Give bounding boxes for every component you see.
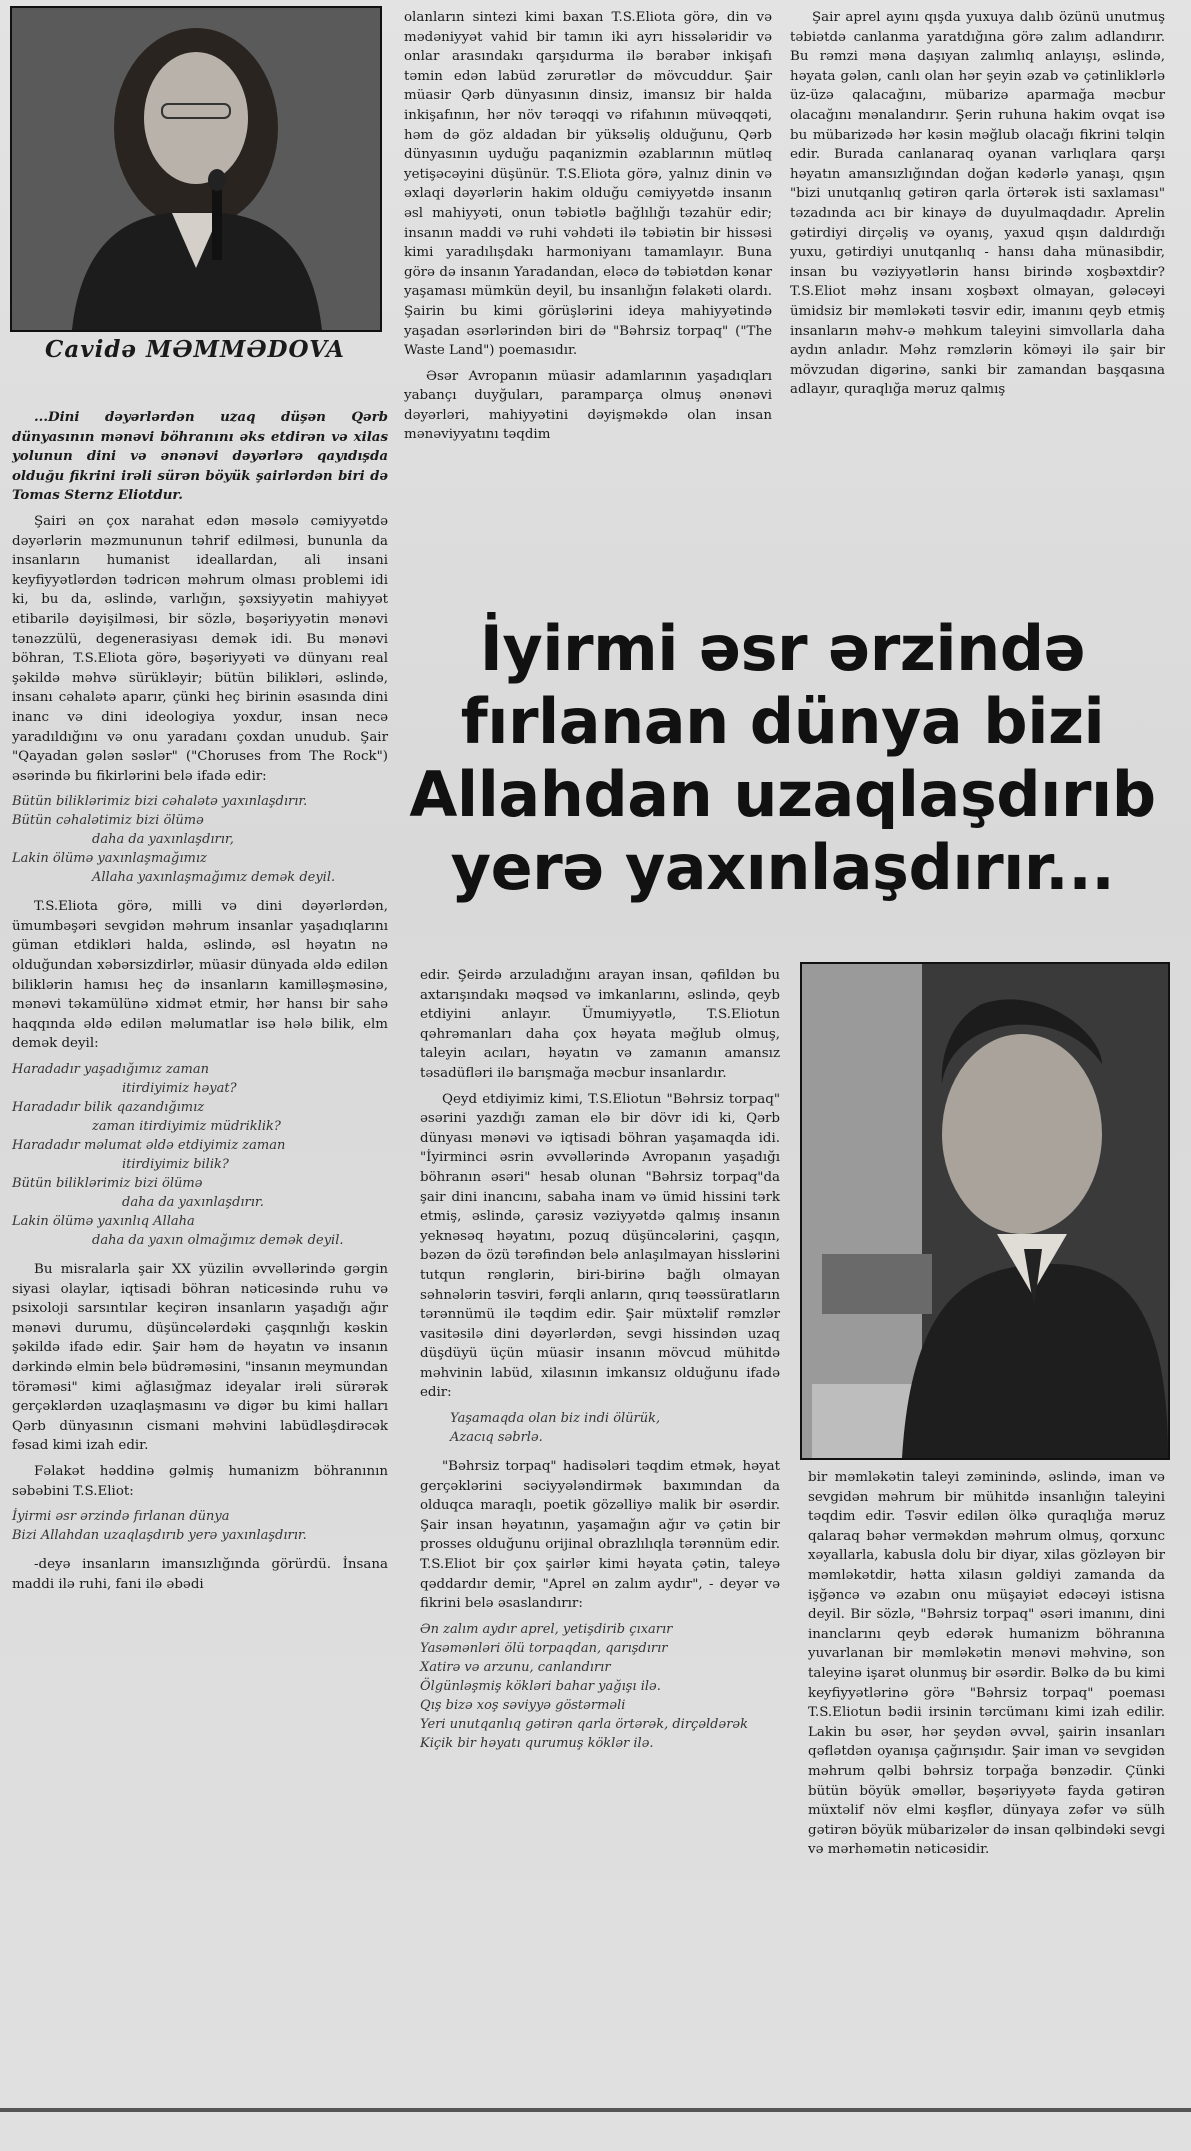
poem-line: Yeri unutqanlıq gətirən qarla örtərək, dirçəldərək xyxy=(420,1716,748,1732)
poem-line: Lakin ölümə yaxınlaşmağımız xyxy=(12,851,207,867)
paragraph: "Bəhrsiz torpaq" hadisələri təqdim etmək, həyat gerçəklərini səciyyələndirmək baxımından da olduqca maraqlı, poetik gözəlliyə malik bir əsərdir. Şair insan həyatının, yaşamağın ağır və çətin bir prosses olduğunu orijinal obrazlılıqla tərənnüm edir. T.S.Eliot bir çox şairlər kimi həyata çətin, taleyə qəddardır demir, "Aprel ən zalım aydır", - deyər və fikrini belə əsaslandırır: xyxy=(420,1459,780,1612)
poem-line: zaman itirdiyimiz müdriklik? xyxy=(92,1119,281,1135)
poem-line: Haradadır məlumat əldə etdiyimiz zaman xyxy=(12,1138,286,1154)
column-1 xyxy=(12,408,388,1600)
poem-line: İyirmi əsr ərzində fırlanan dünya xyxy=(12,1509,230,1525)
poem-line: Bütün biliklərimiz bizi ölümə xyxy=(12,1176,203,1192)
poem-line: Yasəmənləri ölü torpaqdan, qarışdırır xyxy=(420,1640,668,1656)
headline-line: yerə yaxınlaşdırır... xyxy=(450,831,1115,904)
poem-line: daha da yaxınlaşdırır. xyxy=(122,1195,264,1211)
paragraph: Fəlakət həddinə gəlmiş humanizm böhranının səbəbini T.S.Eliot: xyxy=(12,1463,388,1499)
poem-line: Lakin ölümə yaxınlıq Allaha xyxy=(12,1214,195,1230)
paragraph: Şairi ən çox narahat edən məsələ cəmiyyətdə dəyərlərin məzmununun təhrif edilməsi, bununla da insanların humanist ideallardan, ali insani keyfiyyətlərdən tədricən məhrum olması problemi idi ki, bu da, əslində, varlığın, şəxsiyyətin mahiyyət etibarilə dəyişilməsi, bir sözlə, bəşəriyyətin mənəvi tənəzzülü, degenerasiyası demək idi. Bu mənəvi böhran, T.S.Eliota görə, bəşəriyyəti və dünyanı real şəkildə məhvə sürükləyir; bütün bilikləri, əslində, insanı cəhalətə aparır, çünki heç birinin əsasında dini inanc və dini ideologiya yoxdur, insan necə yaradıldığını və onu yaradanı çoxdan unudub. Şair "Qayadan gələn səslər" ("Choruses from The Rock") əsərində bu fikirlərini belə ifadə edir: xyxy=(12,513,388,784)
poem-line: Yaşamaqda olan biz indi ölürük, xyxy=(450,1411,661,1427)
poem-line: Haradadır bilik qazandığımız xyxy=(12,1100,205,1116)
intro-paragraph: ...Dini dəyərlərdən uzaq düşən Qərb dünyasının mənəvi böhranını əks etdirən və xilas yolunun dini və ənənəvi dəyərlərə qayıdışda olduğu fikrini irəli sürən böyük şairlərdən biri də Tomas Sternz Eliotdur. xyxy=(12,409,388,504)
poem-line: daha da yaxınlaşdırır, xyxy=(92,832,234,848)
author-name: Cavidə MƏMMƏDOVA xyxy=(45,336,345,363)
paragraph: bir məmləkətin taleyi zəminində, əslində, iman və sevgidən məhrum bir mühitdə insanlığın taleyini təqdim edir. Təsvir edilən ölkə quraqlığa məruz qalaraq bəhər verməkdən məhrum olmuş, qorxunc xəyallarla, kabusla dolu bir diyar, xilas gözləyən bir məmləkətdir, hətta xilasın gəldiyi zamanda da işğəncə və əzabın onu müşayiət edəcəyi istisna deyil. Bir sözlə, "Bəhrsiz torpaq" əsəri imanını, dini inanclarını qeyb edərək humanizm böhranına yuvarlanan bir məmləkətin mənəvi məhvinə, son taleyinə işarət olunmuş bir əsərdir. Bəlkə də bu kimi keyfiyyətlərinə görə "Bəhrsiz torpaq" poeması T.S.Eliotun bədii irsinin tərcümanı kimi izah edilir. Lakin bu əsər, hər şeydən əvvəl, şairin insanları qəflətdən oyanışa çağırışıdır. Şair iman və sevgidən məhrum qəlbi bəhrsiz torpağa bənzədir. Çünki bütün böyük əməllər, bəşəriyyətə fayda gətirən müxtəlif növ elmi kəşflər, dünyaya zəfər və sülh gətirən böyük mübarizələr də insan qəlbindəki sevgi və mərhəmətin nəticəsidir. xyxy=(808,1470,1165,1858)
poem-line: itirdiyimiz bilik? xyxy=(122,1157,229,1173)
poem-quote xyxy=(12,792,388,887)
headline-line: fırlanan dünya bizi xyxy=(460,685,1105,758)
paragraph: Əsər Avropanın müasir adamlarının yaşadıqları yabançı duyğuları, paramparça olmuş ənənəvi dəyərləri, mahiyyətini dəyişməkdə olan insan mənəviyyatını təqdim xyxy=(404,368,772,443)
paragraph: Bu misralarla şair XX yüzilin əvvəllərində gərgin siyasi olaylar, iqtisadi böhran nəticəsində ruhu və psixoloji sarsıntılar keçirən insanların yaşadığı ağır mənəvi durumu, düşüncələrdəki çaşqınlığı kəskin şəkildə ifadə edir. Şair həm də həyatın və insanın dərkində elmin belə büdrəməsini, "insanın meymundan törəməsi" kimi ağlasığmaz ideyalar irəli sürərək gerçəklərdən uzaqlaşmasını və digər bu kimi halları Qərb dünyasının cismani məhvini labüdləşdirəcək fəsad kimi izah edir. xyxy=(12,1262,389,1454)
poem-quote xyxy=(420,1409,780,1447)
eliot-portrait-image xyxy=(802,964,1168,1458)
headline-line: Allahdan uzaqlaşdırıb xyxy=(409,758,1156,831)
paragraph: T.S.Eliota görə, milli və dini dəyərlərdən, ümumbəşəri sevgidən məhrum insanlar yaşadıqlarını güman etdikləri halda, əslində, əsl həyatın nə olduğundan xəbərsizdirlər, müasir dünyada əldə edilən biliklərin hamısı heç də insanların kamilləşməsinə, mənəvi təkamülünə xidmət etmir, hər hansı bir sahə haqqında əldə edilən məlumatlar isə hələ bilik, elm demək deyil: xyxy=(12,899,388,1052)
poem-line: Bizi Allahdan uzaqlaşdırıb yerə yaxınlaşdırır. xyxy=(12,1528,307,1544)
poem-line: Kiçik bir həyatı qurumuş köklər ilə. xyxy=(420,1735,654,1751)
paragraph: olanların sintezi kimi baxan T.S.Eliota görə, din və mədəniyyət vahid bir tamın iki ayrı hissələridir və onlar arasındakı qarşıdurma ilə bərabər inkişafı təmin edən labüd zərurətlər də mövcuddur. Şair müasir Qərb dünyasının dinsiz, imansız bir halda inkişafının, hər növ tərəqqi və rifahının müvəqqəti, həm də göz aldadan bir yüksəliş olduğunu, Qərb dünyasının uyduğu paqanizmin əzablarının mütləq yetişəcəyini düşünür. T.S.Eliota görə, yalnız dinin və əxlaqi dəyərlərin hakim olduğu cəmiyyətdə insanın əsl mahiyyəti, onun təbiətlə bağlılığı təzahür edir; insanın maddi və ruhi vəhdəti ilə təbiətin bir hissəsi kimi yaradılışdakı harmoniyanı tamamlayır. Buna görə də insanın Yaradandan, eləcə də təbiətdən kənar yaşaması mümkün deyil, bu insanlığın fəlakəti olardı. Şairin bu kimi görüşlərini ideya mahiyyətində yaşadan əsərlərindən biri də "Bəhrsiz torpaq" ("The Waste Land") poemasıdır. xyxy=(404,10,772,359)
poem-line: Allaha yaxınlaşmağımız demək deyil. xyxy=(92,870,336,886)
column-4 xyxy=(420,966,780,1763)
paragraph: -deyə insanların imansızlığında görürdü. İnsana maddi ilə ruhi, fani ilə əbədi xyxy=(12,1557,388,1592)
poem-line: Ölgünləşmiş kökləri bahar yağışı ilə. xyxy=(420,1678,661,1694)
headline xyxy=(400,612,1165,904)
paragraph: Şair aprel ayını qışda yuxuya dalıb özünü unutmuş təbiətdə canlanma yaratdığına görə zalım adlandırır. Bu rəmzi məna daşıyan zalımlıq anlayışı, əslində, həyata gələn, canlı olan hər şeyin əzab və çətinliklərlə üz-üzə qalacağını, mübarizə aparmağa məcbur olacağını mənalandırır. Şerin ruhuna hakim ovqat isə bu mübarizədə hər kəsin məğlub olacağı fikrini təlqin edir. Burada canlanaraq oyanan varlıqlara qarşı həyatın amansızlığından doğan kədərlə yanaşı, qışın "bizi unutqanlıq gətirən qarla örtərək isti saxlaması" təzadında acı bir kinayə də duyulmaqdadır. Aprelin gətirdiyi dirçəliş və oyanış, yaxud qışın daldırdığı yuxu, gətirdiyi unutqanlıq - hansı daha münasibdir, insan bu vəziyyətlərin hansı birində xoşbəxtdir? T.S.Eliot məhz insanı xoşbəxt olmayan, gələcəyi ümidsiz bir məmləkəti təsvir edir, imanını qeyb etmiş insanların məhv-ə məhkum taleyini simvollarla daha aydın anladır. Məhz rəmzlərin köməyi ilə şair bir mövzudan digərinə, sanki bir zamandan başqasına adlayır, quraqlığa məruz qalmış xyxy=(790,10,1165,398)
poem-line: itirdiyimiz həyat? xyxy=(122,1081,237,1097)
poem-quote xyxy=(12,1507,388,1545)
author-photo xyxy=(10,6,382,332)
poem-line: Azacıq səbrlə. xyxy=(450,1430,543,1446)
poem-line: Ən zalım aydır aprel, yetişdirib çıxarır xyxy=(420,1621,673,1637)
poem-quote xyxy=(12,1060,388,1250)
poem-quote xyxy=(420,1620,780,1753)
bottom-rule xyxy=(0,2108,1191,2112)
paragraph: edir. Şeirdə arzuladığını arayan insan, qəfildən bu axtarışındakı məqsəd və imkanlarını, əslində, qeyb etdiyini anlayır. Ümumiyyətlə, T.S.Eliotun qəhrəmanları daha çox həyata məğlub olmuş, taleyin acıları, həyatın və zamanın amansız təsadüfləri ilə barışmağa məcbur insanlardır. xyxy=(420,968,780,1081)
poem-line: Bütün cəhalətimiz bizi ölümə xyxy=(12,813,204,829)
column-5 xyxy=(808,1468,1165,1866)
eliot-photo xyxy=(800,962,1170,1460)
author-portrait-image xyxy=(12,8,380,330)
poem-line: daha da yaxın olmağımız demək deyil. xyxy=(92,1233,344,1249)
column-3 xyxy=(790,8,1165,406)
paragraph: Qeyd etdiyimiz kimi, T.S.Eliotun "Bəhrsiz torpaq" əsərini yazdığı zaman elə bir dövr idi ki, Qərb dünyası mənəvi və iqtisadi böhran yaşamaqda idi. "İyirminci əsrin əvvəllərində Avropanın yaşadığı böhranın əsəri" hesab olunan "Bəhrsiz torpaq"da şair dini inancını, sabaha inam və ümid hissini tərk etmiş, əslində, çarəsiz vəziyyətdə qalmış insanın yeknəsəq həyatını, pozuq düşüncələrini, çaşqın, bəzən də özü tərəfindən belə anlaşılmayan hisslərini tutqun rənglərin, biri-birinə bağlı olmayan səhnələrin təsviri, fərqli anların, qırıq təəssüratların tərənnümü ilə təqdim edir. Şair müxtəlif rəmzlər vasitəsilə dini dəyərlərdən, sevgi hissindən uzaq düşdüyü üçün müasir insanın mövcud mühitdə məhvinin labüd, xilasının imkansız olduğunu ifadə edir: xyxy=(420,1091,780,1401)
poem-line: Xatirə və arzunu, canlandırır xyxy=(420,1659,611,1675)
poem-line: Qış bizə xoş səviyyə göstərməli xyxy=(420,1697,626,1713)
poem-line: Bütün biliklərimiz bizi cəhalətə yaxınlaşdırır. xyxy=(12,794,308,810)
headline-line: İyirmi əsr ərzində xyxy=(479,612,1086,685)
poem-line: Haradadır yaşadığımız zaman xyxy=(12,1062,209,1078)
column-2 xyxy=(404,8,772,451)
